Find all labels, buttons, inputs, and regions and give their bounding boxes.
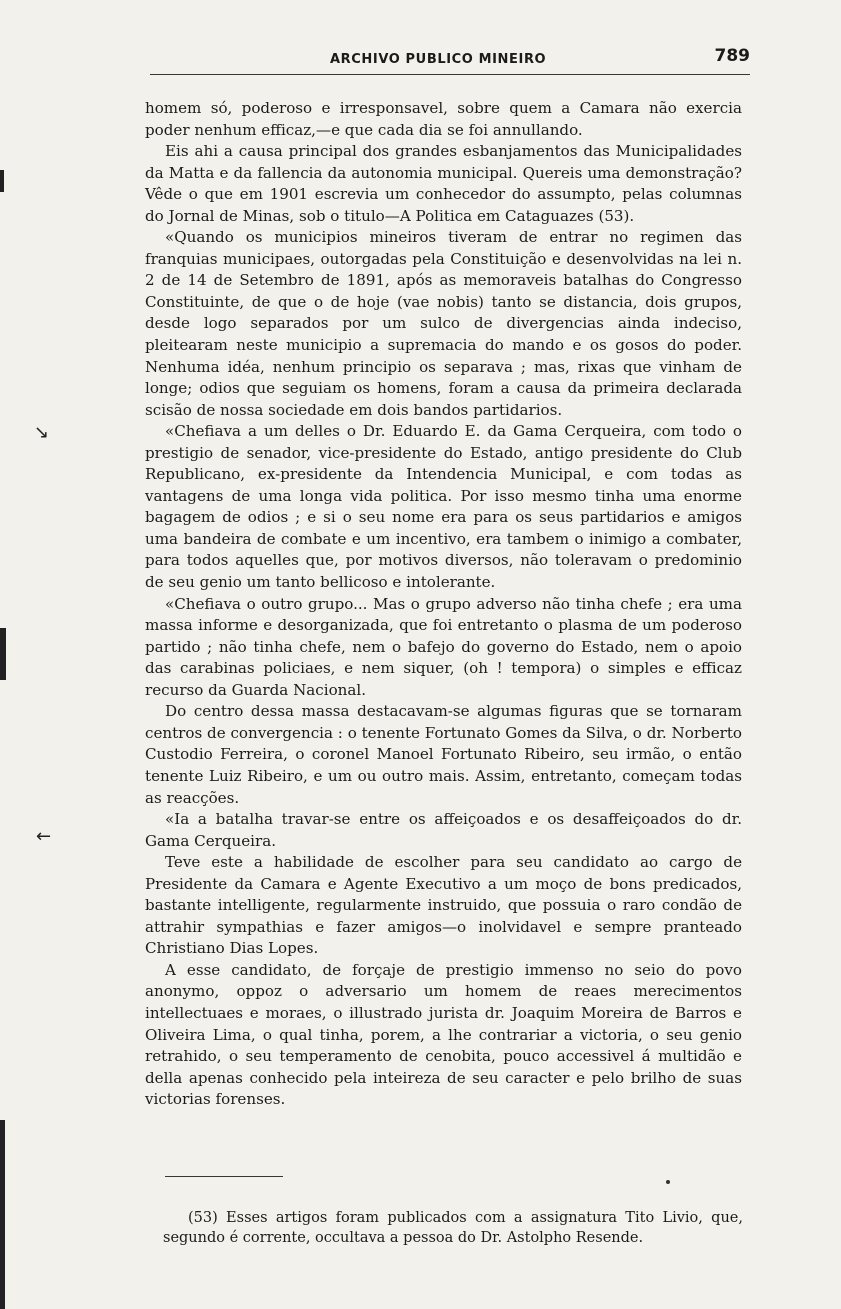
paragraph: «Chefiava o outro grupo... Mas o grupo adverso não tinha chefe ; era uma massa informe e desorganizada, que foi entretanto o plasma de um poderoso partido ; não tinha chefe, nem o bafejo do governo do Estado, nem o apoio das carabinas policiaes, e nem siquer, (oh ! tempora) o simples e efficaz recurso da Guarda Nacional. <box>145 594 742 699</box>
paragraph: Do centro dessa massa destacavam-se algumas figuras que se tornaram centros de convergencia : o tenente Fortunato Gomes da Silva, o dr. Norberto Custodio Ferreira, o coronel Manoel Fortunato Ribeiro, seu irmão, o então tenente Luiz Ribeiro, e um ou outro mais. Assim, entretanto, começam todas as reacções. <box>145 702 742 807</box>
page-number: 789 <box>714 46 750 66</box>
page-edge-mark <box>0 628 6 680</box>
running-header <box>150 46 750 75</box>
page-edge-mark <box>0 1120 5 1309</box>
paragraph: «Ia a batalha travar-se entre os affeiçoados e os desaffeiçoados do dr. Gama Cerqueira. <box>145 810 742 850</box>
paragraph: A esse candidato, de forçaje de prestigio immenso no seio do povo anonymo, oppoz o adversario um homem de reaes merecimentos intellectuaes e moraes, o illustrado jurista dr. Joaquim Moreira de Barros e Oliveira Lima, o qual tinha, porem, a lhe contrariar a victoria, o seu genio retrahido, o seu temperamento de cenobita, pouco accessivel á multidão e della apenas conhecido pela inteireza de seu caracter e pelo brilho de suas victorias forenses. <box>145 960 742 1109</box>
page-edge-mark <box>0 170 4 192</box>
body-text <box>145 98 742 1111</box>
paragraph: «Quando os municipios mineiros tiveram de entrar no regimen das franquias municipaes, outorgadas pela Constituição e desenvolvidas na lei n. 2 de 14 de Setembro de 1891, após as memoraveis batalhas do Congresso Constituinte, de que o de hoje (vae nobis) tanto se distancia, dois grupos, desde logo separados por um sulco de divergencias ainda indeciso, pleitearam neste municipio a supremacia do mando e os gosos do poder. Nenhuma idéa, nenhum principio os separava ; mas, rixas que vinham de longe; odios que seguiam os homens, foram a causa da primeira declarada scisão de nossa sociedade em dois bandos partidarios. <box>145 228 742 419</box>
footnote-rule <box>165 1176 283 1177</box>
margin-mark-arrow: ↘ <box>34 422 50 443</box>
running-title: ARCHIVO PUBLICO MINEIRO <box>330 52 547 67</box>
paragraph: Eis ahi a causa principal dos grandes esbanjamentos das Municipalidades da Matta e da fallencia da autonomia municipal. Quereis uma demonstração? Vêde o que em 1901 escrevia um conhecedor do assumpto, pelas columnas do Jornal de Minas, sob o titulo—A Politica em Cataguazes (53). <box>145 142 742 225</box>
paragraph: homem só, poderoso e irresponsavel, sobre quem a Camara não exercia poder nenhum efficaz,—e que cada dia se foi annullando. <box>145 99 742 139</box>
paragraph: «Chefiava a um delles o Dr. Eduardo E. da Gama Cerqueira, com todo o prestigio de senador, vice-presidente do Estado, antigo presidente do Club Republicano, ex-presidente da Intendencia Municipal, e com todas as vantagens de uma longa vida politica. Por isso mesmo tinha uma enorme bagagem de odios ; e si o seu nome era para os seus partidarios e amigos uma bandeira de combate e um incentivo, era tambem o inimigo a combater, para todos aquelles que, por motivos diversos, não toleravam o predominio de seu genio um tanto bellicoso e intolerante. <box>145 422 742 592</box>
paragraph: Teve este a habilidade de escolher para seu candidato ao cargo de Presidente da Camara e Agente Executivo a um moço de bons predicados, bastante intelligente, regularmente instruido, que possuia o raro condão de attrahir sympathias e fazer amigos—o inolvidavel e sempre pranteado Christiano Dias Lopes. <box>145 853 742 958</box>
margin-mark-arrow: ← <box>36 826 52 847</box>
ink-speck <box>666 1180 670 1184</box>
footnote: (53) Esses artigos foram publicados com a assignatura Tito Livio, que, segundo é corrente, occultava a pessoa do Dr. Astolpho Resende. <box>163 1209 743 1246</box>
